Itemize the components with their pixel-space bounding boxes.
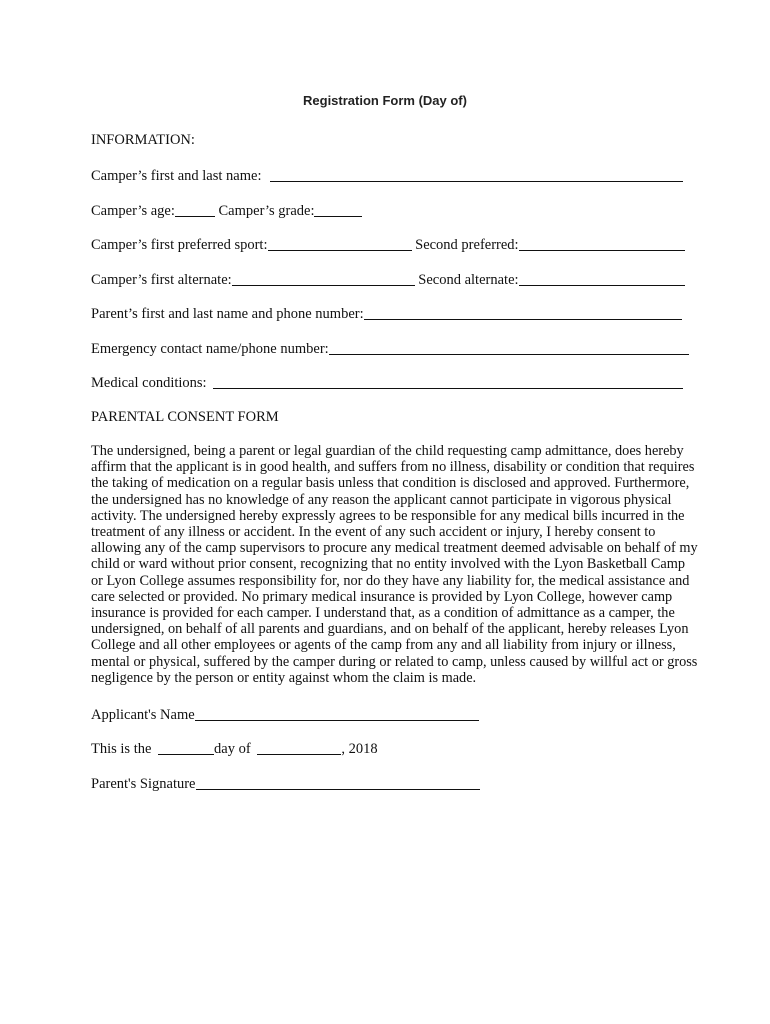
consent-paragraph xyxy=(91,443,698,686)
sport-preference-row xyxy=(91,236,685,254)
consent-line: or Lyon College assumes responsibility for, nor do they have any liability for, the medical assistance and xyxy=(91,572,690,589)
consent-line: the taking of medication on a regular basis unless that condition is disclosed and approved. Furthermore, xyxy=(91,475,690,492)
medical-field[interactable] xyxy=(213,374,683,389)
section-information-heading: INFORMATION: xyxy=(91,132,195,148)
applicant-label: Applicant's Name xyxy=(91,707,195,723)
camper-age-field[interactable] xyxy=(175,202,215,217)
parent-field[interactable] xyxy=(364,305,682,320)
camper-age-grade-row xyxy=(91,202,362,220)
parent-contact-row xyxy=(91,305,682,323)
date-row xyxy=(91,740,378,758)
consent-line: child or ward without prior consent, recognizing that no entity involved with the Lyon Basketball Camp xyxy=(91,556,685,573)
first-sport-field[interactable] xyxy=(268,236,412,251)
day-of-label: day of xyxy=(214,741,251,757)
parent-signature-label: Parent's Signature xyxy=(91,776,196,792)
consent-line: insurance is provided for each camper. I understand that, as a condition of admittance as a camper, the xyxy=(91,605,675,622)
parent-label: Parent’s first and last name and phone number: xyxy=(91,306,364,322)
this-is-the-label: This is the xyxy=(91,741,152,757)
emergency-contact-row xyxy=(91,340,689,358)
consent-line: the undersigned has no knowledge of any reason the applicant cannot participate in vigorous physical xyxy=(91,491,672,508)
sport-alternate-row xyxy=(91,271,685,289)
month-field[interactable] xyxy=(257,740,341,755)
section-consent-heading: PARENTAL CONSENT FORM xyxy=(91,409,279,425)
second-alternate-label: Second alternate: xyxy=(418,272,519,288)
parent-signature-row xyxy=(91,775,480,793)
medical-label: Medical conditions: xyxy=(91,375,207,391)
camper-age-label: Camper’s age: xyxy=(91,203,175,219)
emergency-label: Emergency contact name/phone number: xyxy=(91,341,329,357)
consent-line: undersigned, on behalf of all parents and guardians, and on behalf of the applicant, hereby releases Lyon xyxy=(91,621,689,638)
consent-line: The undersigned, being a parent or legal guardian of the child requesting camp admittance, does hereby xyxy=(91,443,684,459)
camper-name-field[interactable] xyxy=(270,167,683,182)
consent-line: treatment of any illness or accident. In the event of any such accident or injury, I hereby consent to xyxy=(91,524,656,541)
second-preferred-label: Second preferred: xyxy=(415,237,519,253)
first-sport-label: Camper’s first preferred sport: xyxy=(91,237,268,253)
first-alternate-label: Camper’s first alternate: xyxy=(91,272,232,288)
camper-name-row xyxy=(91,167,683,185)
applicant-name-row xyxy=(91,706,479,724)
consent-line: College and all other employees or agents of the camp from any and all liability from injury or illness, xyxy=(91,637,676,654)
consent-line: negligence by the person or entity against whom the claim is made. xyxy=(91,669,477,686)
emergency-field[interactable] xyxy=(329,340,689,355)
camper-grade-field[interactable] xyxy=(314,202,362,217)
camper-grade-label: Camper’s grade: xyxy=(218,203,315,219)
day-field[interactable] xyxy=(158,740,214,755)
applicant-name-field[interactable] xyxy=(195,706,479,721)
camper-name-label: Camper’s first and last name: xyxy=(91,168,262,184)
consent-line: allowing any of the camp supervisors to procure any medical treatment deemed advisable on behalf of my xyxy=(91,540,698,557)
consent-line: mental or physical, suffered by the camper during or related to camp, unless caused by willful act or gross xyxy=(91,653,698,670)
first-alternate-field[interactable] xyxy=(232,271,415,286)
consent-line: activity. The undersigned hereby expressly agrees to be responsible for any medical bills incurred in the xyxy=(91,507,685,524)
year-label: , 2018 xyxy=(341,741,378,757)
parent-signature-field[interactable] xyxy=(196,775,480,790)
second-alternate-field[interactable] xyxy=(519,271,685,286)
medical-conditions-row xyxy=(91,374,683,392)
form-title: Registration Form (Day of) xyxy=(303,93,467,108)
consent-line: care selected or provided. No primary medical insurance is provided by Lyon College, however camp xyxy=(91,588,673,605)
second-preferred-field[interactable] xyxy=(519,236,685,251)
consent-line: affirm that the applicant is in good health, and suffers from no illness, disability or condition that requires xyxy=(91,459,695,476)
